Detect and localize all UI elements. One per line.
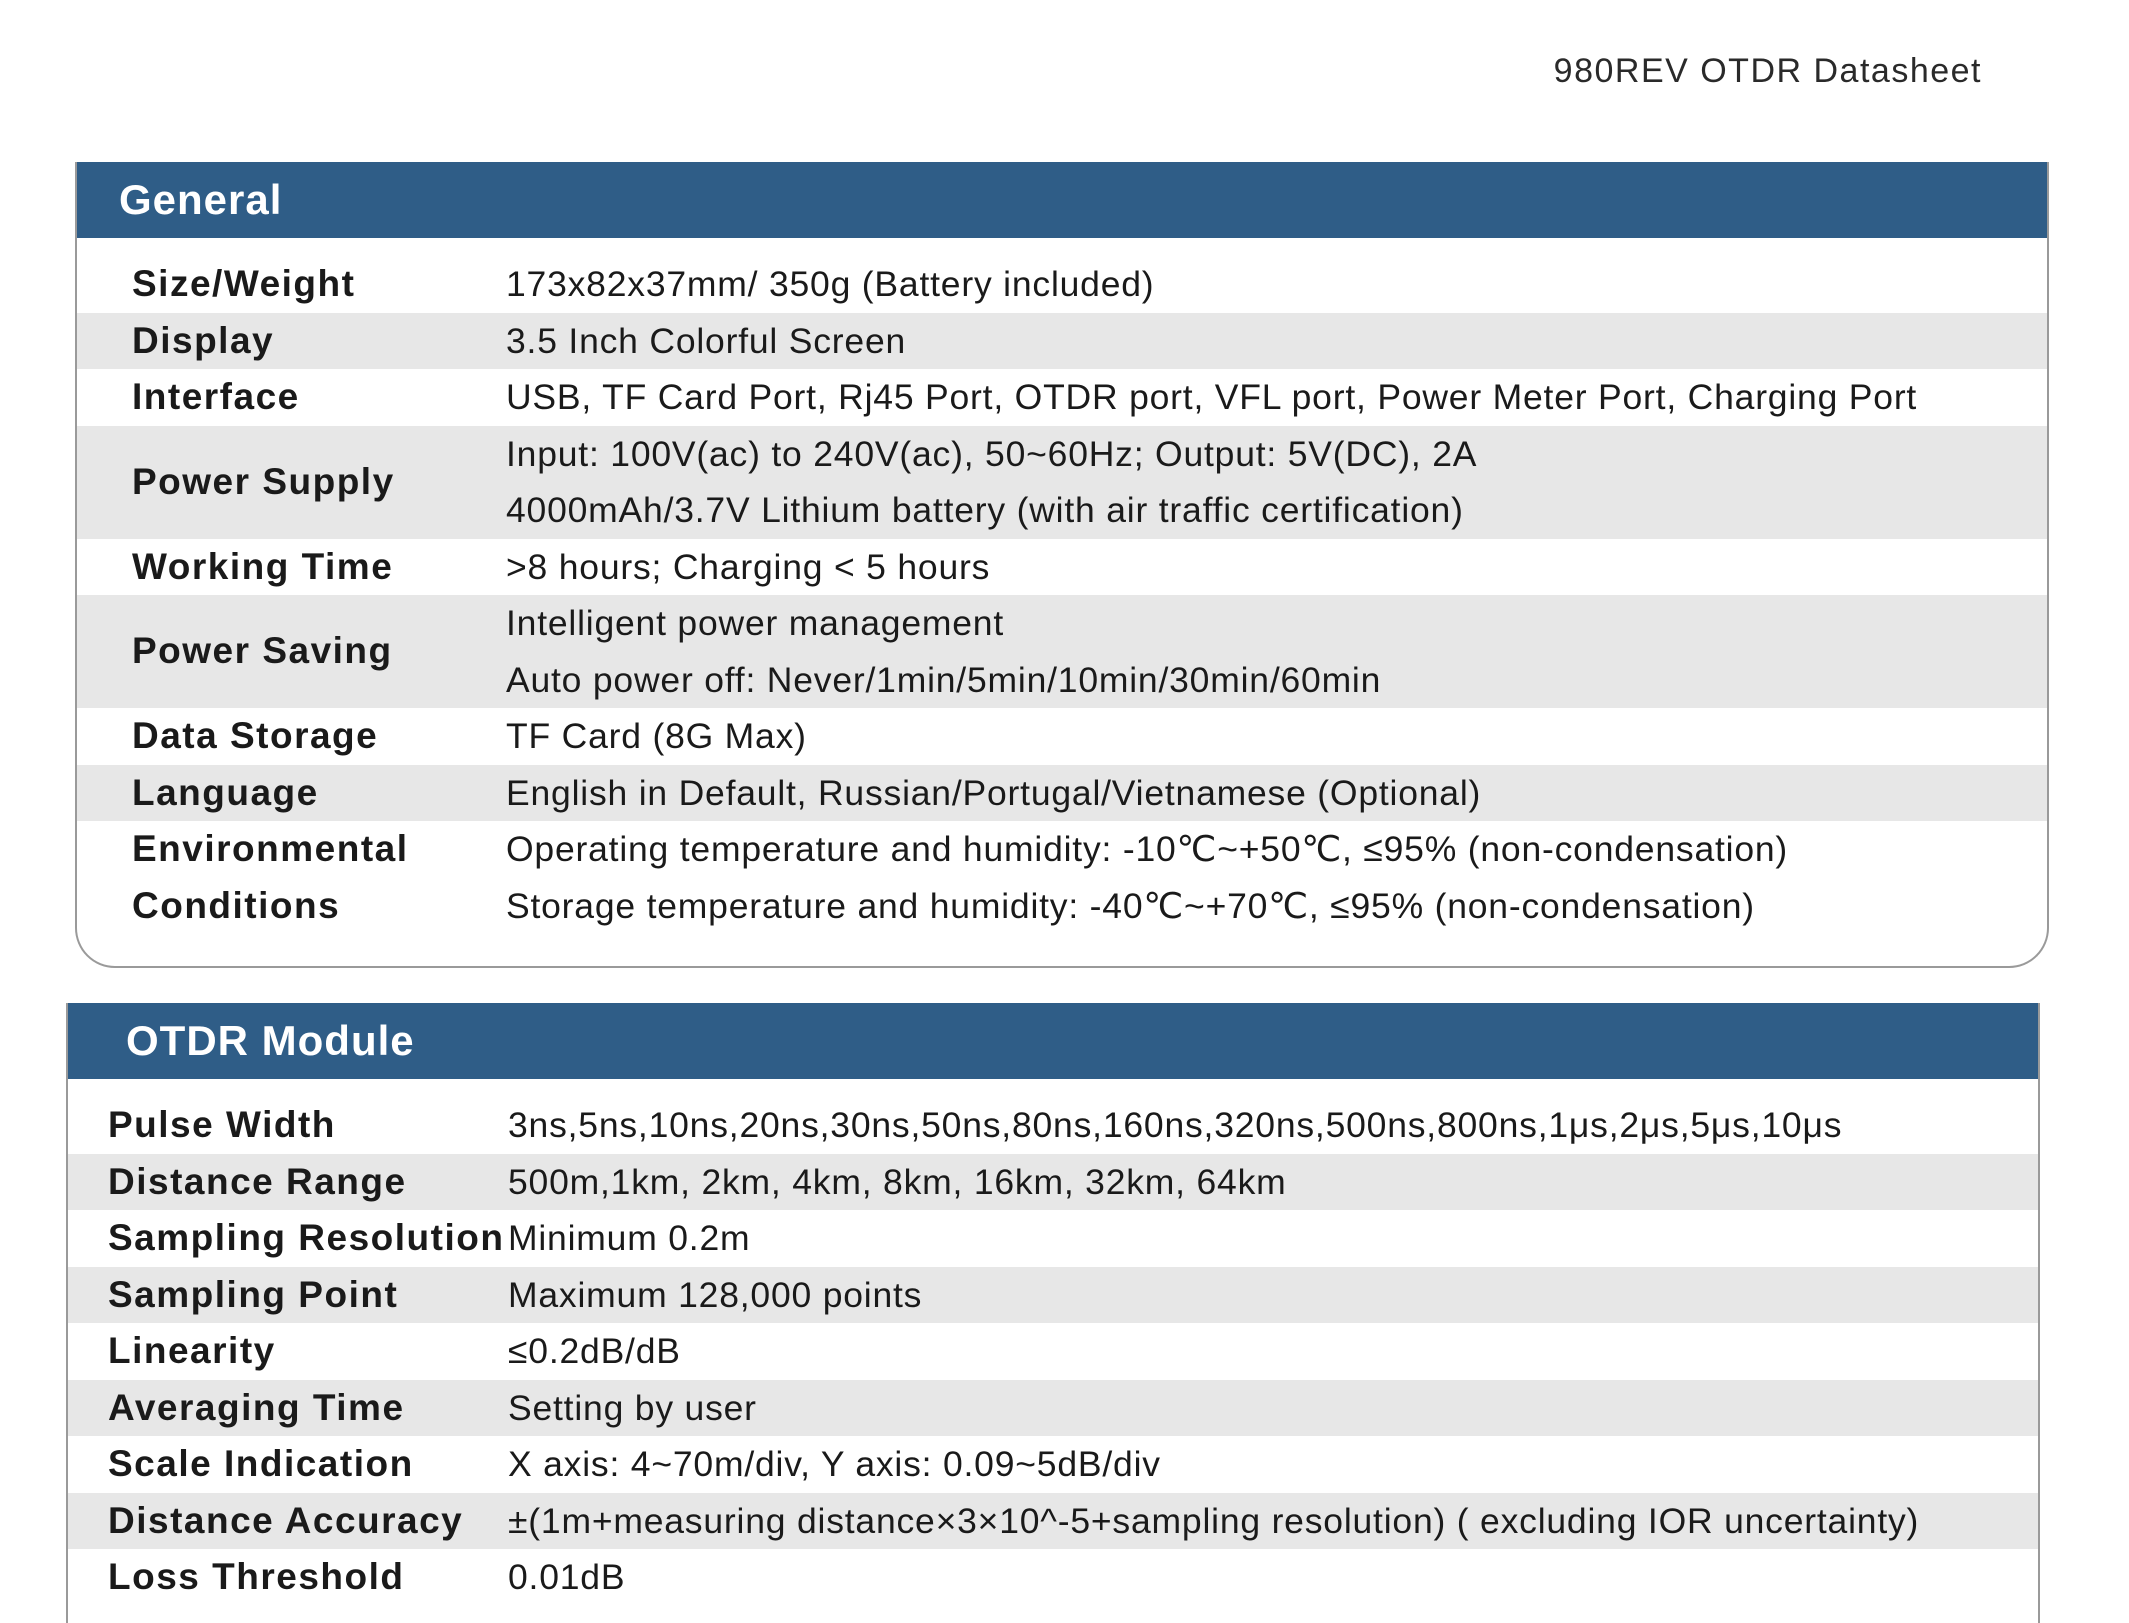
spec-row-power-supply xyxy=(77,426,2047,539)
spec-value: Auto power off: Never/1min/5min/10min/30min/60min xyxy=(506,659,1382,700)
spec-row-scale-indication xyxy=(68,1436,2038,1493)
spec-label: Data Storage xyxy=(132,715,379,756)
otdr-module-section-heading: OTDR Module xyxy=(68,1003,2038,1079)
spec-row-distance-accuracy xyxy=(68,1493,2038,1550)
spec-value: 3ns,5ns,10ns,20ns,30ns,50ns,80ns,160ns,320ns,500ns,800ns,1μs,2μs,5μs,10μs xyxy=(508,1105,1843,1145)
spec-row-language xyxy=(77,765,2047,822)
spec-label: Power Supply xyxy=(132,460,395,502)
spec-value: TF Card (8G Max) xyxy=(506,716,807,756)
spec-row-sampling-resolution xyxy=(68,1210,2038,1267)
spec-value: English in Default, Russian/Portugal/Vietnamese (Optional) xyxy=(506,772,1482,813)
spec-row-averaging-time xyxy=(68,1380,2038,1437)
spec-value: X axis: 4~70m/div, Y axis: 0.09~5dB/div xyxy=(508,1444,1161,1484)
spec-label: Interface xyxy=(132,376,300,417)
spec-label: Sampling Resolution xyxy=(108,1217,505,1258)
spec-row-distance-range xyxy=(68,1154,2038,1211)
spec-value: 0.01dB xyxy=(508,1557,626,1597)
document-title: 980REV OTDR Datasheet xyxy=(1553,52,1982,90)
spec-value: USB, TF Card Port, Rj45 Port, OTDR port, VFL port, Power Meter Port, Charging Port xyxy=(506,377,1918,417)
spec-row-size-weight xyxy=(77,256,2047,313)
spec-row-environmental-conditions xyxy=(77,821,2047,934)
spec-label: Distance Accuracy xyxy=(108,1499,464,1541)
spec-row-sampling-point xyxy=(68,1267,2038,1324)
spec-label: Distance Range xyxy=(108,1160,407,1202)
spec-label: Averaging Time xyxy=(108,1386,405,1428)
spec-value: ±(1m+measuring distance×3×10^-5+sampling resolution) ( excluding IOR uncertainty) xyxy=(508,1500,1920,1541)
spec-value: Intelligent power management xyxy=(506,603,1004,643)
spec-label: Power Saving xyxy=(132,630,393,672)
spec-value: Minimum 0.2m xyxy=(508,1218,751,1258)
spec-row-pulse-width xyxy=(68,1097,2038,1154)
otdr-spec-table xyxy=(68,1097,2038,1606)
spec-row-display xyxy=(77,313,2047,370)
spec-row-working-time xyxy=(77,539,2047,596)
spec-label: Pulse Width xyxy=(108,1104,336,1145)
spec-label: Environmental xyxy=(132,828,409,869)
spec-value: 3.5 Inch Colorful Screen xyxy=(506,320,907,361)
spec-value: Storage temperature and humidity: -40℃~+70℃, ≤95% (non-condensation) xyxy=(506,885,1755,926)
spec-label: Scale Indication xyxy=(108,1443,414,1484)
spec-row-power-saving xyxy=(77,595,2047,708)
spec-label: Display xyxy=(132,319,275,361)
spec-label: Size/Weight xyxy=(132,263,356,304)
spec-label: Sampling Point xyxy=(108,1273,399,1315)
spec-row-interface xyxy=(77,369,2047,426)
spec-label: Loss Threshold xyxy=(108,1556,405,1597)
spec-label: Working Time xyxy=(132,545,394,587)
spec-value: 4000mAh/3.7V Lithium battery (with air traffic certification) xyxy=(506,490,1464,530)
spec-value: Maximum 128,000 points xyxy=(508,1274,923,1315)
spec-value: 500m,1km, 2km, 4km, 8km, 16km, 32km, 64km xyxy=(508,1161,1287,1202)
spec-row-linearity xyxy=(68,1323,2038,1380)
general-spec-table xyxy=(77,256,2047,934)
spec-value: Input: 100V(ac) to 240V(ac), 50~60Hz; Output: 5V(DC), 2A xyxy=(506,433,1478,474)
spec-value: 173x82x37mm/ 350g (Battery included) xyxy=(506,264,1155,304)
spec-value: Setting by user xyxy=(508,1387,757,1428)
spec-value: ≤0.2dB/dB xyxy=(508,1331,681,1371)
spec-value: >8 hours; Charging < 5 hours xyxy=(506,546,991,587)
otdr-module-section xyxy=(66,1003,2040,1623)
general-section xyxy=(75,162,2049,968)
spec-label: Linearity xyxy=(108,1330,276,1371)
spec-label-continued: Conditions xyxy=(132,884,341,926)
spec-row-loss-threshold xyxy=(68,1549,2038,1606)
general-section-heading: General xyxy=(77,162,2047,238)
spec-row-data-storage xyxy=(77,708,2047,765)
spec-value: Operating temperature and humidity: -10℃~+50℃, ≤95% (non-condensation) xyxy=(506,829,1789,869)
spec-label: Language xyxy=(132,771,319,813)
